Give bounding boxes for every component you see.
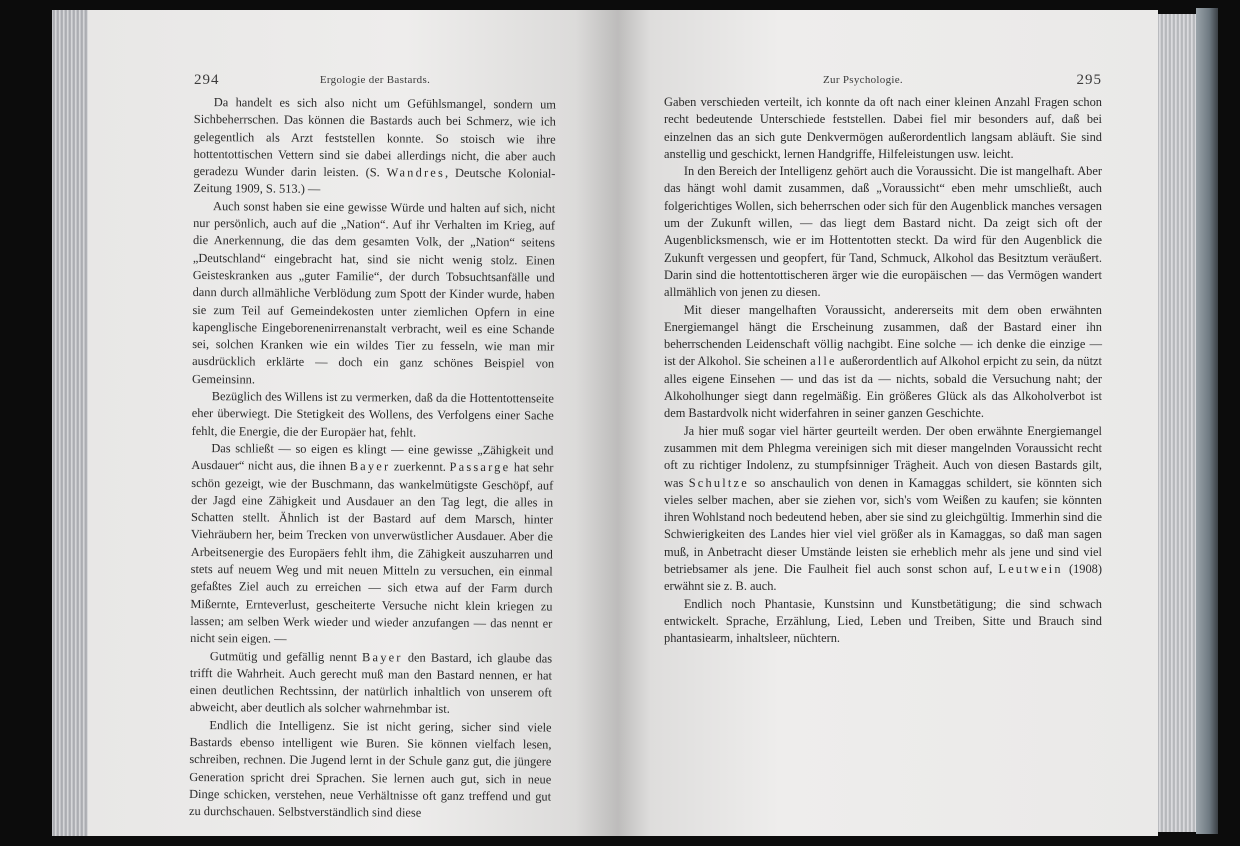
paragraph [664,94,1102,163]
paragraph-text: Gaben verschieden verteilt, ich konnte da oft nach einer kleinen Anzahl Fragen schon recht bedeutende Unterschiede feststellen. Dabei fiel mir besonders auf, daß bei einzelnen das an sich gute Denkvermögen außerordentlich langsam abläuft. Sie sind anstellig und geschickt, lernen Handgriffe, Hilfeleistungen usw. leicht. [664,95,1102,161]
paragraph-text: außerordentlich auf Alkohol erpicht zu sein, da nützt alles eigene Einsehen — und das ist da — nichts, sobald die Versuchung naht; der Alkoholhunger siegt dann regelmäßig. Ein größeres Glück als das Alkoholverbot ist dem Bastardvolk nicht widerfahren in seiner ganzen Geschichte. [664,354,1102,421]
paragraph [192,388,554,442]
page-number: 295 [1076,72,1102,88]
book-page-edges-right [1152,14,1198,832]
paragraph-text: Bezüglich des Willens ist zu vermerken, daß da die Hottentottenseite eher überwiegt. Die Stetigkeit des Wollens, des Verfolgens einer Sache fehlt, die Energie, die der Europäer hat, fehlt. [191,389,554,440]
left-page-header [194,72,556,94]
emphasized-name: alle [810,354,837,369]
right-page [618,10,1158,836]
emphasized-name: Wandres [386,165,446,180]
paragraph [664,302,1102,423]
paragraph-text: Da handelt es sich also nicht um Gefühlsmangel, sondern um Sichbeherrschen. Das können die Bastards auch bei Schmerz, wie ich gelegentlich als Arzt feststellen konnte. So stoisch wie ihre hottentottischen Vettern sind sie dabei allerdings nicht, die aber auch geradezu Wunder darin leisten. (S. [193,95,556,180]
paragraph [664,596,1102,648]
book-page-edges-left [52,10,92,836]
paragraph [190,440,553,650]
paragraph [664,163,1102,301]
emphasized-name: Leutwein [998,562,1063,577]
paragraph-text: Mit dieser mangelhaften Voraussicht, andererseits mit dem oben erwähnten Energiemangel hängt die Erscheinung zusammen, daß der Bastard einer ihn beherrschenden Leidenschaft völlig nachgibt. Eine solche — ich denke die einzige — ist der Alkohol. Sie scheinen [664,302,1102,369]
paragraph-text: In den Bereich der Intelligenz gehört auch die Voraussicht. Die ist mangelhaft. Aber das hängt wohl damit zusammen, daß „Voraussicht“ eben mehr umschließt, auch folgerichtiges Wollen, sich beherrschen oder sich für den Augenblick manches versagen um der Zukunft willen, — das liegt dem Bastard nicht. Da zeigt sich oft der Augenblicksmensch, wie er im Hottentotten steckt. Da wird für den Augenblick die Zukunft vergessen und geopfert, für Tand, Schmuck, Alkohol das Besitztum veräußert. Darin sind die hottentottischeren ärger wie die europäischen — das Vermögen wandert allmählich von jenen zu diesen. [664,164,1102,300]
running-title: Ergologie der Bastards. [319,74,431,86]
paragraph-text: Auch sonst haben sie eine gewisse Würde und halten auf sich, nicht nur persönlich, auch auf die „Nation“. Auf ihr Verhalten im Krieg, auf die Anerkennung, die das dem gesamten Volk, der „Nation“ seitens „Deutschland“ eingebracht hat, sind sie nicht wenig stolz. Einen Geisteskranken aus „guter Familie“, der durch Tobsuchtsanfälle und dann durch allmähliche Verblödung zum Spott der Kinder wurde, haben sie zum Teil auf Gemeindekosten unter ziemlichen Opfern in eine kapenglische Eingeborenenirrenanstalt verbracht, weil es eine Schande sei, solchen Kranken wie ein wildes Tier zu fesseln, wie man mir ausdrücklich erklärte — doch ein ganz schönes Beispiel von Gemeinsinn. [191,198,556,387]
paragraph-text: Das schließt — so eigen es klingt — eine gewisse „Zähigkeit und Ausdauer“ nicht aus, die ihnen [191,441,554,474]
paragraph [190,647,552,719]
paragraph [192,198,555,391]
paragraph-text: , Deutsche Kolonial-Zeitung 1909, S. 513.) — [193,165,556,197]
page-number: 294 [194,72,220,88]
paragraph [664,423,1102,596]
emphasized-name: Bayer [349,459,391,474]
paragraph-text: so anschaulich von denen in Kamaggas schildert, sie könnten sich vieles selber machen, aber sie ziehen vor, sich's vom Weißen zu kaufen; sie könnten ihren Wohlstand noch bedeutend heben, aber sie sind zu gleichgültig. Immerhin sind die Schwierigkeiten des Landes hier viel viel größer als in Kamaggas, so daß man sagen muß, in Anbetracht dieser Umstände leisten sie erheblich mehr als jene und sind viel betriebsamer als jene. Die Faulheit fiel auch sonst schon auf, [664,475,1102,577]
right-page-header [664,72,1102,94]
paragraph-text: den Bastard, ich glaube das trifft die Wahrheit. Auch gerecht muß man den Bastard nennen, er hat einen deutlichen Rechtssinn, der natürlich inhaltlich von unserem oft abweicht, aber deutlich als solcher wahrnehmbar ist. [189,649,553,717]
left-page-body [189,94,556,823]
book-cover-edge [1196,8,1218,834]
paragraph-text: zuerkennt. [390,459,450,475]
emphasized-name: Schultze [688,475,749,490]
right-page-body [664,94,1102,648]
running-title: Zur Psychologie. [823,74,903,86]
left-page [88,10,618,836]
paragraph-text: Gutmütig und gefällig nennt [209,648,363,664]
paragraph-text: (1908) erwähnt sie z. B. auch. [664,562,1102,594]
paragraph [189,717,552,823]
paragraph-text: Ja hier muß sogar viel härter geurteilt werden. Der oben erwähnte Energiemangel zusammen mit dem Phlegma vereinigen sich mit dieser mangelnden Voraussicht recht oft zu richtiger Indolenz, zu stumpfsinniger Trägheit. Auch von diesen Bastards gilt, was [664,423,1102,490]
emphasized-name: Passarge [449,460,511,475]
paragraph-text: hat sehr schön gezeigt, wie der Buschmann, das wankelmütigste Geschöpf, auf der Jagd eine Zähigkeit und Ausdauer an den Tag legt, die alles in Schatten stellt. Ähnlich ist der Bastard auf dem Marsch, hinter Viehräubern her, beim Trecken von unverwüstlicher Ausdauer. Aber die Arbeitsenergie des Europäers fehlt ihm, die Zähigkeit auszuharren und stets auf neuem Weg und mit neuen Mitteln zu versuchen, ein einmal gefaßtes Ziel auch zu erreichen — sich etwa auf der Farm durch Mißernte, Ernteverlust, gescheiterte Versuche nicht klein kriegen zu lassen; am selben Werk wieder und wieder anzufangen — das nennt er nicht sein eigen. — [190,460,554,646]
paragraph-text: Endlich noch Phantasie, Kunstsinn und Kunstbetätigung; die sind schwach entwickelt. Sprache, Erzählung, Lied, Leben und Treiben, Sitte und Brauch sind phantasiearm, inhaltsleer, nüchtern. [664,596,1102,646]
paragraph [193,94,556,200]
paragraph-text: Endlich die Intelligenz. Sie ist nicht gering, sicher sind viele Bastards ebenso intelligent wie Buren. Sie können vielfach lesen, schreiben, rechnen. Die Jugend lernt in der Schule ganz gut, die jüngere Generation spricht drei Sprachen. Sie lernen auch gut, sich in neue Dinge schicken, verstehen, neue Verhältnisse oft ganz treffend und gut zu durchschauen. Selbstverständlich sind diese [188,717,552,820]
emphasized-name: Bayer [362,649,403,664]
